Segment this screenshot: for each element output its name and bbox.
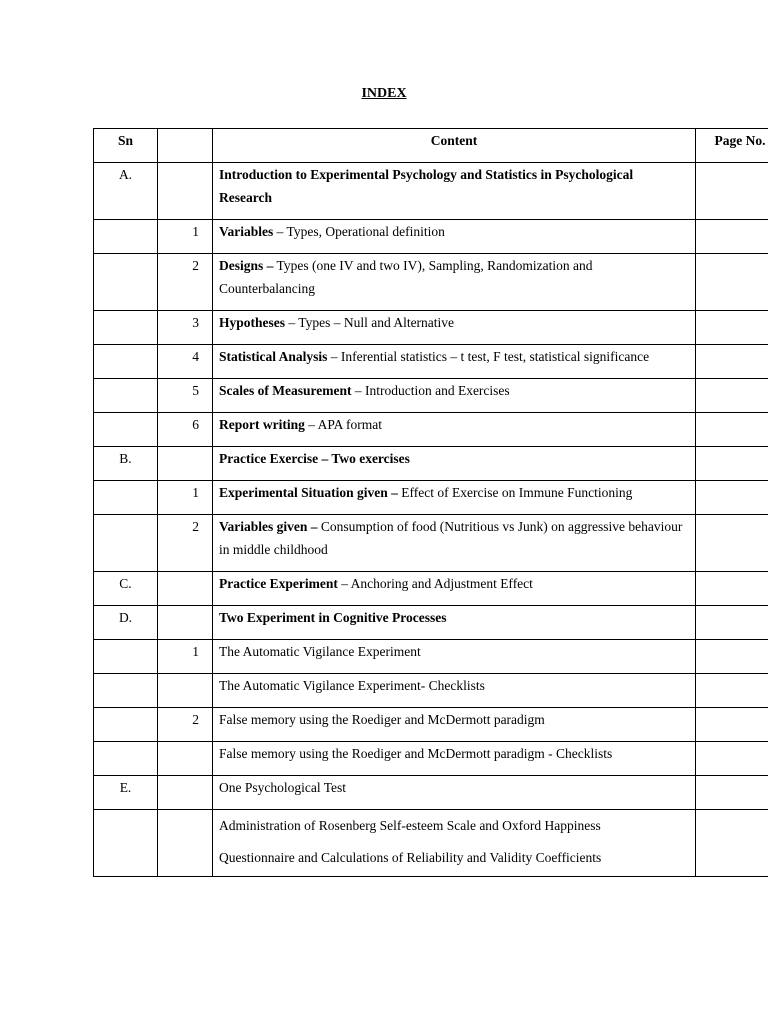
row-page [696,163,768,220]
row-content-text: – APA format [304,417,382,432]
row-page [696,572,768,606]
table-header-row [94,129,768,163]
table-row [94,742,768,776]
row-page [696,708,768,742]
row-page [696,776,768,810]
row-content-bold: Experimental Situation given – [219,485,398,500]
row-sn: E. [94,776,158,810]
row-content [213,481,696,515]
row-content-text: The Automatic Vigilance Experiment [219,644,421,659]
row-sn [94,379,158,413]
row-content [213,447,696,481]
table-row [94,220,768,254]
row-sub [158,674,213,708]
row-content-bold: Variables [219,224,274,239]
row-content-bold: Hypotheses [219,315,286,330]
row-page [696,640,768,674]
row-sub [158,606,213,640]
row-content-text: – Inferential statistics – t test, F test, statistical significance [327,349,650,364]
row-content-bold: Practice Exercise – Two exercises [219,451,410,466]
row-sub: 1 [158,640,213,674]
row-page [696,254,768,311]
table-row [94,311,768,345]
row-content-bold: Variables given – [219,519,318,534]
row-content-text: – Types, Operational definition [273,224,445,239]
row-sub [158,742,213,776]
row-content-text: – Anchoring and Adjustment Effect [337,576,533,591]
table-row [94,447,768,481]
row-content-text: Effect of Exercise on Immune Functioning [397,485,633,500]
row-content-line1: Administration of Rosenberg Self-esteem Scale and Oxford Happiness [219,818,601,833]
row-sub: 1 [158,481,213,515]
header-sub [158,129,213,163]
row-content [213,515,696,572]
row-content-text: Consumption of food (Nutritious vs Junk) on aggressive behaviour in middle childhood [219,519,683,557]
row-content [213,708,696,742]
table-row [94,379,768,413]
row-page [696,481,768,515]
header-content: Content [213,129,696,163]
row-sub: 5 [158,379,213,413]
row-content-text: The Automatic Vigilance Experiment- Checklists [219,678,485,693]
row-content-bold: Report writing [219,417,305,432]
row-content [213,572,696,606]
row-content-bold: Statistical Analysis [219,349,328,364]
row-content [213,810,696,877]
row-sn: D. [94,606,158,640]
row-sub [158,572,213,606]
row-sub: 1 [158,220,213,254]
row-content [213,254,696,311]
table-row [94,776,768,810]
row-sub [158,810,213,877]
row-content [213,379,696,413]
row-content-text: – Introduction and Exercises [351,383,510,398]
row-sub: 4 [158,345,213,379]
row-page [696,515,768,572]
row-sn [94,311,158,345]
row-sn: A. [94,163,158,220]
row-sn [94,708,158,742]
row-sn [94,413,158,447]
table-row [94,640,768,674]
row-page [696,220,768,254]
row-sn [94,254,158,311]
row-sub: 3 [158,311,213,345]
row-sub: 2 [158,254,213,311]
row-content [213,606,696,640]
row-page [696,742,768,776]
row-content [213,220,696,254]
row-content-bold: Practice Experiment [219,576,338,591]
row-page [696,810,768,877]
row-page [696,413,768,447]
row-sn [94,742,158,776]
row-sn [94,481,158,515]
table-row [94,254,768,311]
row-content [213,413,696,447]
table-row [94,413,768,447]
row-sub [158,447,213,481]
row-content-bold: Scales of Measurement [219,383,352,398]
page-title: INDEX [361,86,407,101]
table-row [94,515,768,572]
table-row [94,810,768,877]
row-sn [94,345,158,379]
row-page [696,606,768,640]
row-sn [94,810,158,877]
row-content-text: Types (one IV and two IV), Sampling, Randomization and Counterbalancing [219,258,593,296]
row-sn [94,220,158,254]
row-page [696,345,768,379]
row-sub [158,776,213,810]
row-sn: C. [94,572,158,606]
table-row [94,572,768,606]
index-table [93,128,768,877]
row-content-text: One Psychological Test [219,780,347,795]
row-content [213,674,696,708]
row-sn: B. [94,447,158,481]
row-sub: 2 [158,708,213,742]
row-sn [94,674,158,708]
row-content [213,776,696,810]
row-content [213,311,696,345]
row-sub: 6 [158,413,213,447]
row-page [696,311,768,345]
row-sn [94,515,158,572]
table-row [94,674,768,708]
row-content [213,345,696,379]
row-content-line2: Questionnaire and Calculations of Reliability and Validity Coefficients [219,850,602,865]
row-content-bold: Introduction to Experimental Psychology and Statistics in Psychological Research [219,167,634,205]
table-row [94,708,768,742]
row-page [696,674,768,708]
row-page [696,379,768,413]
row-content-text: False memory using the Roediger and McDermott paradigm - Checklists [219,746,613,761]
row-content [213,640,696,674]
table-row [94,481,768,515]
header-sn: Sn [94,129,158,163]
table-row [94,345,768,379]
row-content [213,742,696,776]
row-content-bold: Designs – [219,258,274,273]
header-page: Page No. [696,129,768,163]
row-sub [158,163,213,220]
table-row [94,163,768,220]
row-content-bold: Two Experiment in Cognitive Processes [219,610,447,625]
row-content-text: False memory using the Roediger and McDermott paradigm [219,712,545,727]
table-row [94,606,768,640]
row-content [213,163,696,220]
row-page [696,447,768,481]
row-content-text: – Types – Null and Alternative [285,315,455,330]
row-sub: 2 [158,515,213,572]
row-sn [94,640,158,674]
